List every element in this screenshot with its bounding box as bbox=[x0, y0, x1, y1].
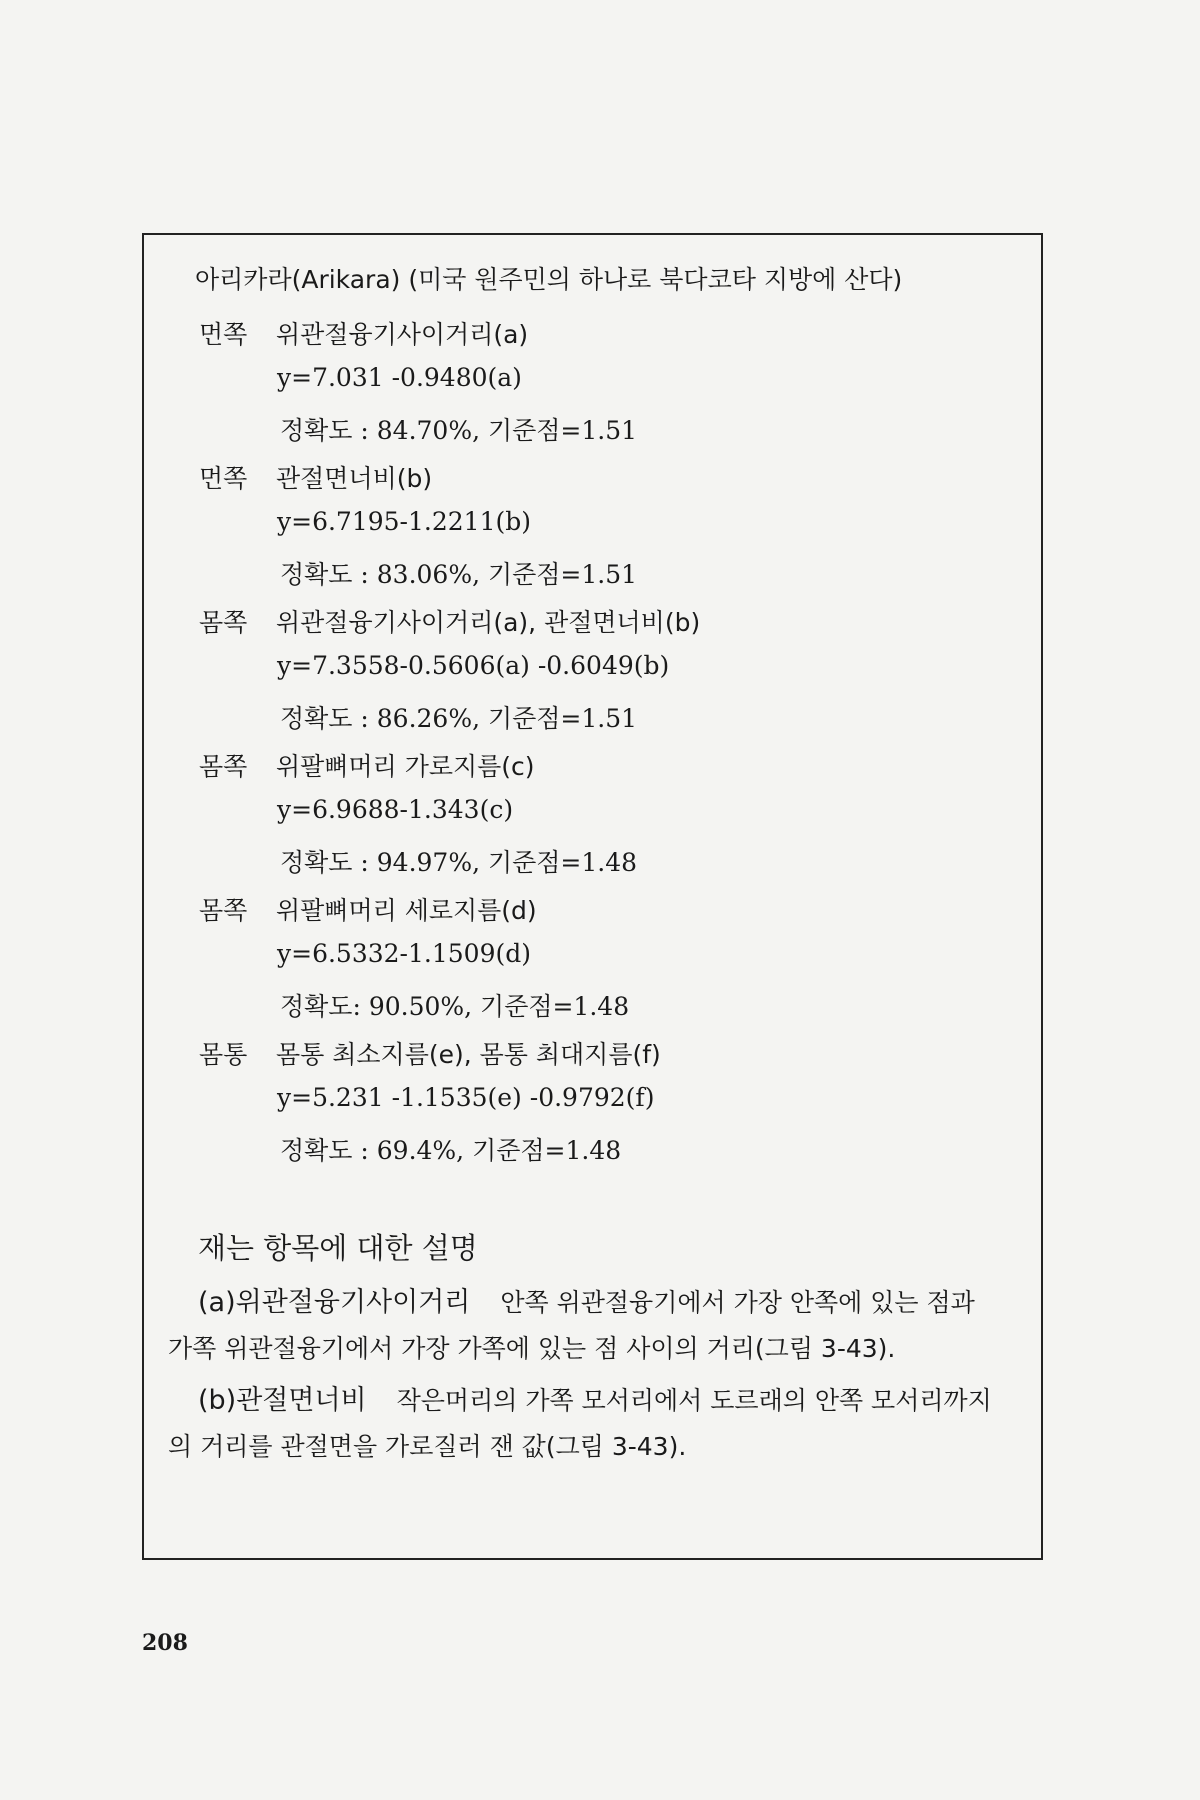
entry-equation: y=7.3558-0.5606(a) -0.6049(b) bbox=[277, 651, 670, 680]
entry-variables: 위팔뼈머리 세로지름(d) bbox=[276, 896, 537, 925]
entry-variables: 위관절융기사이거리(a) bbox=[276, 320, 529, 349]
page-number: 208 bbox=[142, 1630, 188, 1656]
entry-bone-label: 먼쪽 bbox=[199, 464, 248, 493]
entry-equation: y=5.231 -1.1535(e) -0.9792(f) bbox=[277, 1083, 655, 1112]
definition-text: 작은머리의 가쪽 모서리에서 도르래의 안쪽 모서리까지 bbox=[396, 1386, 992, 1415]
definition-term: (a)위관절융기사이거리 bbox=[198, 1287, 471, 1318]
section-title: 아리카라(Arikara) (미국 원주민의 하나로 북다코타 지방에 산다) bbox=[195, 265, 903, 294]
entry-accuracy: 정확도 : 69.4%, 기준점=1.48 bbox=[280, 1136, 622, 1165]
entry-variables: 위관절융기사이거리(a), 관절면너비(b) bbox=[276, 608, 701, 637]
section-heading: 재는 항목에 대한 설명 bbox=[198, 1231, 478, 1265]
entry-variables: 관절면너비(b) bbox=[276, 464, 433, 493]
entry-accuracy: 정확도 : 86.26%, 기준점=1.51 bbox=[280, 704, 638, 733]
entry-variables: 위팔뼈머리 가로지름(c) bbox=[276, 752, 535, 781]
entry-accuracy: 정확도 : 84.70%, 기준점=1.51 bbox=[280, 416, 638, 445]
entry-bone-label: 먼쪽 bbox=[199, 320, 248, 349]
entry-accuracy: 정확도: 90.50%, 기준점=1.48 bbox=[280, 992, 630, 1021]
definition-b-line2: 의 거리를 관절면을 가로질러 잰 값(그림 3-43). bbox=[168, 1432, 687, 1461]
entry-equation: y=7.031 -0.9480(a) bbox=[277, 363, 522, 392]
entry-equation: y=6.9688-1.343(c) bbox=[277, 795, 514, 824]
entry-bone-label: 몸쪽 bbox=[199, 752, 248, 781]
entry-accuracy: 정확도 : 83.06%, 기준점=1.51 bbox=[280, 560, 638, 589]
entry-variables: 몸통 최소지름(e), 몸통 최대지름(f) bbox=[276, 1040, 661, 1069]
definition-a-line2: 가쪽 위관절융기에서 가장 가쪽에 있는 점 사이의 거리(그림 3-43). bbox=[168, 1334, 896, 1363]
entry-bone-label: 몸쪽 bbox=[199, 608, 248, 637]
definition-term: (b)관절면너비 bbox=[198, 1385, 367, 1416]
entry-bone-label: 몸쪽 bbox=[199, 896, 248, 925]
definition-text: 안쪽 위관절융기에서 가장 안쪽에 있는 점과 bbox=[500, 1288, 975, 1317]
entry-accuracy: 정확도 : 94.97%, 기준점=1.48 bbox=[280, 848, 638, 877]
definition-b-line1 bbox=[198, 1378, 992, 1417]
entry-bone-label: 몸통 bbox=[199, 1040, 248, 1069]
entry-equation: y=6.7195-1.2211(b) bbox=[277, 507, 531, 536]
definition-a-line1 bbox=[198, 1280, 975, 1319]
entry-equation: y=6.5332-1.1509(d) bbox=[277, 939, 531, 968]
